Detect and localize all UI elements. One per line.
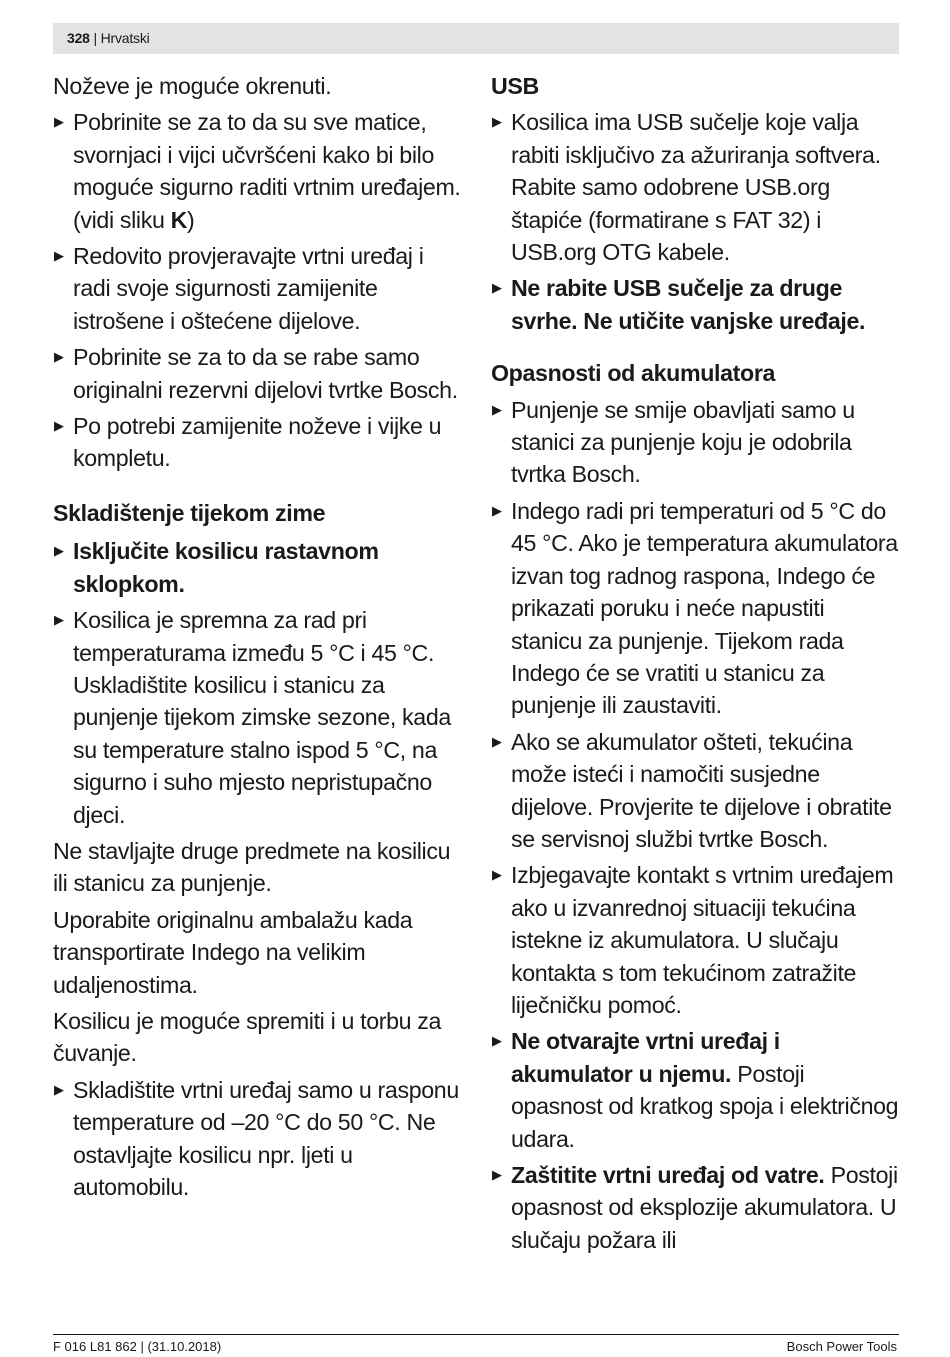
- footer-divider: [53, 1334, 899, 1335]
- left-column: [53, 70, 463, 1207]
- bullet-do-not-open-bold: Ne otvarajte vrtni uređaj i akumulator u njemu.: [511, 1028, 780, 1087]
- heading-winter-storage: Skladištenje tijekom zime: [53, 499, 326, 526]
- header-language: Hrvatski: [100, 30, 150, 46]
- bullet-original-parts: ▶ Pobrinite se za to da se rabe samo originalni rezervni dijelovi tvrtke Bosch.: [53, 341, 463, 406]
- figure-ref: K: [170, 206, 187, 233]
- bullet-usb-warning: ▶ Ne rabite USB sučelje za druge svrhe. Ne utičite vanjske uređaje.: [491, 272, 901, 337]
- bullet-switch-off: ▶ Isključite kosilicu rastavnom sklopkom.: [53, 535, 463, 600]
- heading-usb: USB: [491, 73, 539, 99]
- bullet-fire: [491, 1159, 901, 1256]
- bullet-nuts-text: Pobrinite se za to da su sve matice, svornjaci i vijci učvršćeni kako bi bilo moguće sigurno raditi vrtnim uređajem. (vidi sliku: [73, 109, 461, 233]
- bullet-do-not-open: [491, 1025, 901, 1155]
- bullet-fire-text: Postoji opasnost od eksplozije akumulatora. U slučaju požara ili: [511, 1162, 898, 1253]
- header-separator: |: [89, 30, 101, 46]
- paragraph-objects: Ne stavljajte druge predmete na kosilicu ili stanicu za punjenje.: [53, 837, 451, 897]
- bullet-check: ▶ Redovito provjeravajte vrtni uređaj i radi svoje sigurnosti zamijenite istrošene i oštećene dijelove.: [53, 240, 463, 337]
- bullet-avoid-contact: ▶ Izbjegavajte kontakt s vrtnim uređajem ako u izvanrednoj situaciji tekućina istekne iz akumulatora. U slučaju kontakta s tom tekućinom zatražite liječničku pomoć.: [491, 859, 901, 1021]
- footer-doc-ref: F 016 L81 862 | (31.10.2018): [53, 1339, 222, 1354]
- paragraph-packaging: Uporabite originalnu ambalažu kada transportirate Indego na velikim udaljenostima.: [53, 906, 413, 998]
- footer-brand: Bosch Power Tools: [786, 1339, 897, 1354]
- bullet-battery-leak: ▶ Ako se akumulator ošteti, tekućina može isteći i namočiti susjedne dijelove. Provjerite te dijelove i obratite se servisnoj službi tvrtke Bosch.: [491, 726, 901, 856]
- heading-battery-hazards: Opasnosti od akumulatora: [491, 360, 776, 387]
- bullet-do-not-open-text: Postoji opasnost od kratkog spoja i električnog udara.: [511, 1060, 899, 1152]
- page-header: [53, 23, 899, 54]
- bullet-nuts-close: ): [187, 206, 195, 233]
- bullet-store-temperature: ▶ Skladištite vrtni uređaj samo u rasponu temperature od –20 °C do 50 °C. Ne ostavljajte kosilicu npr. ljeti u automobilu.: [53, 1074, 463, 1204]
- bullet-nuts: [53, 106, 463, 236]
- bullet-fire-bold: Zaštitite vrtni uređaj od vatre.: [511, 1162, 825, 1188]
- paragraph-bag: Kosilicu je moguće spremiti i u torbu za čuvanje.: [53, 1007, 442, 1067]
- bullet-temperature: ▶ Kosilica je spremna za rad pri temperaturama između 5 °C i 45 °C. Uskladištite kosilicu i stanicu za punjenje tijekom zimske sezone, kada su temperature stalno ispod 5 °C, na sigurno i suho mjesto nepristupačno djeci.: [53, 604, 463, 831]
- header-text: [67, 30, 150, 47]
- bullet-indego-temperature: ▶ Indego radi pri temperaturi od 5 °C do 45 °C. Ako je temperatura akumulatora izvan tog radnog raspona, Indego će prikazati poruku i neće napustiti stanicu za punjenje. Tijekom rada Indego će se vratiti u stanicu za punjenje ili zaustaviti.: [491, 495, 901, 722]
- paragraph-intro: Noževe je moguće okrenuti.: [53, 73, 332, 99]
- bullet-replace: ▶ Po potrebi zamijenite noževe i vijke u kompletu.: [53, 410, 463, 475]
- bullet-usb: ▶ Kosilica ima USB sučelje koje valja rabiti isključivo za ažuriranja softvera. Rabite samo odobrene USB.org štapiće (formatirane s FAT 32) i USB.org OTG kabele.: [491, 106, 901, 268]
- page-number: 328: [67, 30, 90, 46]
- bullet-charging: ▶ Punjenje se smije obavljati samo u stanici za punjenje koju je odobrila tvrtka Bosch.: [491, 394, 901, 491]
- right-column: [491, 70, 901, 1260]
